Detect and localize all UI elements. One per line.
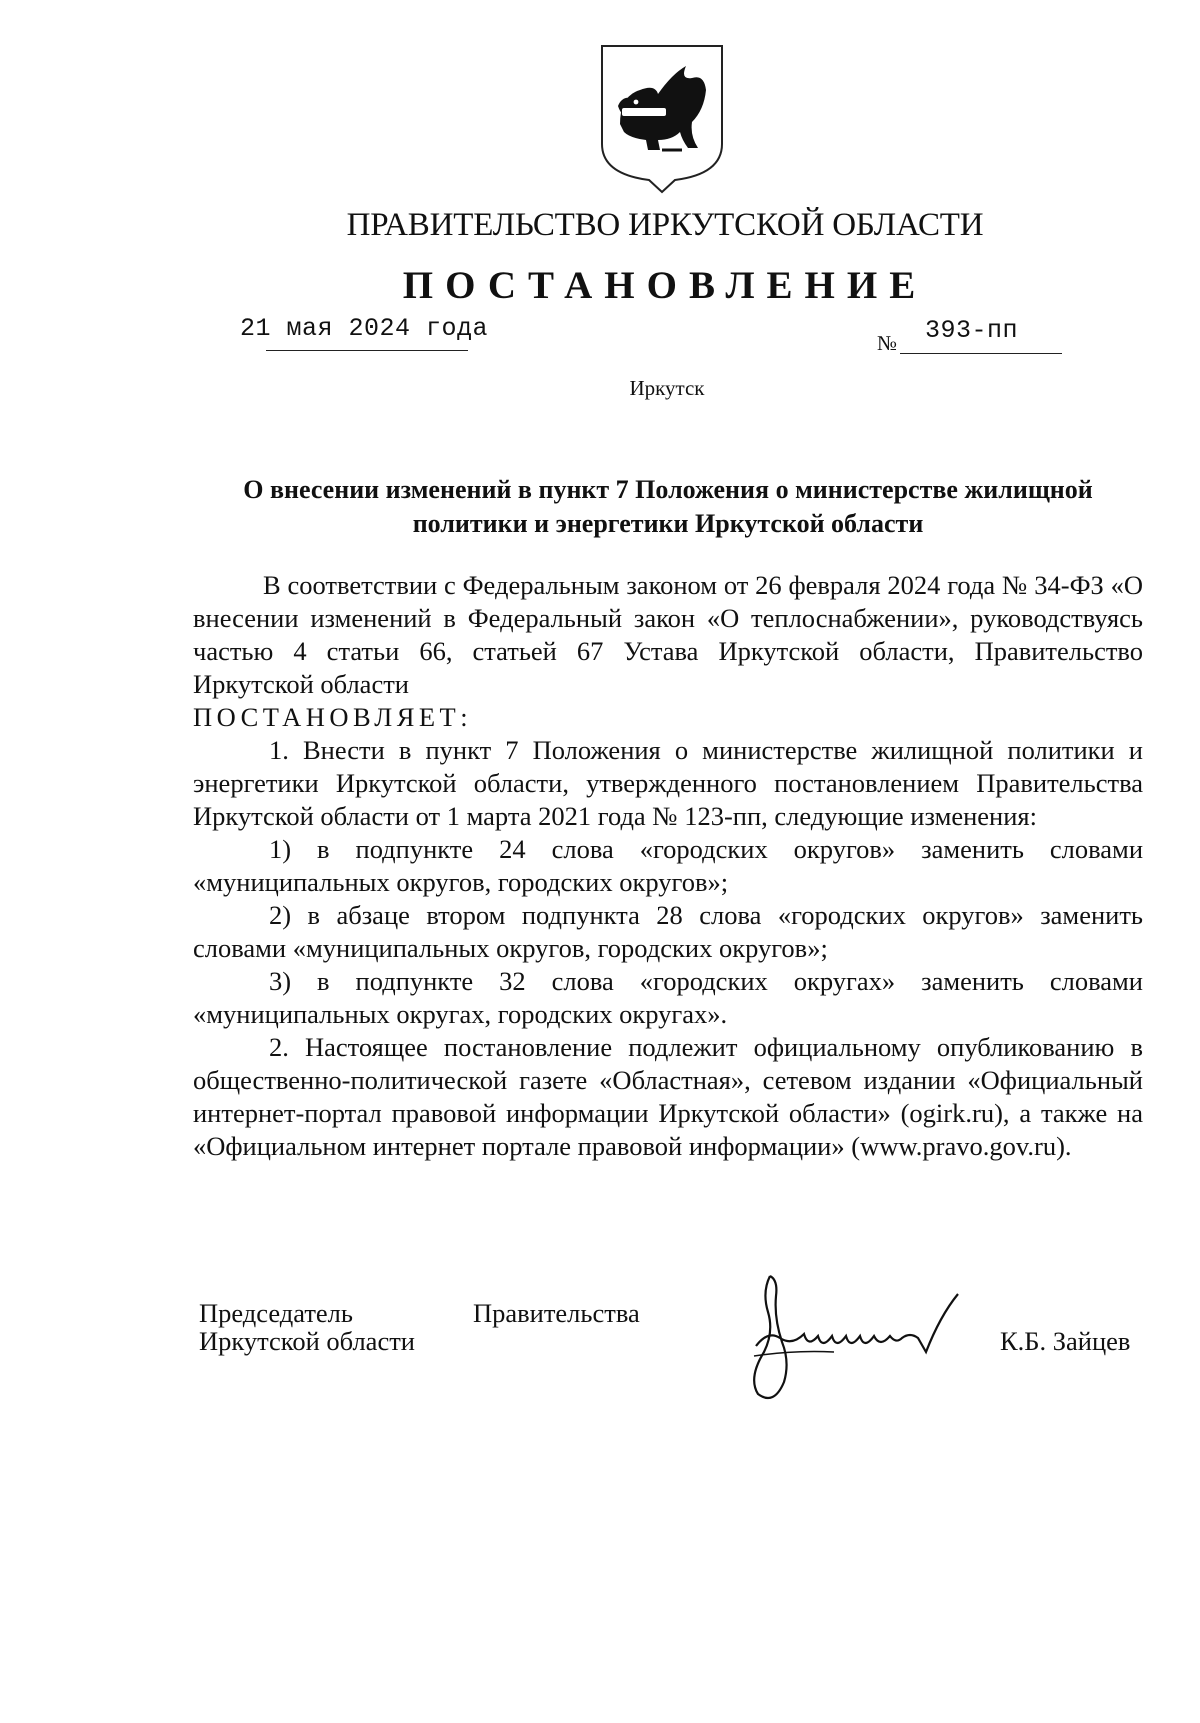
document-date: 21 мая 2024 года: [240, 314, 489, 343]
coat-of-arms-emblem: [600, 44, 724, 194]
title-line-2: политики и энергетики Иркутской области: [412, 509, 924, 538]
signatory-position-word-2: Правительства: [473, 1298, 640, 1328]
document-number: 393-пп: [925, 316, 1019, 345]
document-body: [193, 569, 1143, 1163]
item-2-paragraph: 2. Настоящее постановление подлежит официальному опубликованию в общественно-политической газете «Областная», сетевом издании «Официальный интернет-портал правовой информации Иркутской области» (ogirk.ru), а также на «Официальном интернет портале правовой информации» (www.pravo.gov.ru).: [193, 1032, 1143, 1161]
subitem-3-paragraph: 3) в подпункте 32 слова «городских округах» заменить словами «муниципальных округах, городских округах».: [193, 966, 1143, 1029]
number-underline: [900, 353, 1062, 354]
date-underline: [266, 350, 468, 351]
subitem-2-paragraph: 2) в абзаце втором подпункта 28 слова «городских округов» заменить словами «муниципальных округов, городских округов»;: [193, 900, 1143, 963]
preamble-paragraph: В соответствии с Федеральным законом от 26 февраля 2024 года № 34-ФЗ «О внесении изменений в Федеральный закон «О теплоснабжении», руководствуясь частью 4 статьи 66, статьей 67 Устава Иркутской области, Правительство Иркутской области: [193, 570, 1143, 699]
handwritten-signature: [734, 1272, 974, 1404]
organization-name: ПРАВИТЕЛЬСТВО ИРКУТСКОЙ ОБЛАСТИ: [346, 207, 984, 243]
signatory-position-word-1: Председатель: [199, 1298, 353, 1328]
number-sign: №: [877, 331, 898, 355]
signatory-name: К.Б. Зайцев: [1000, 1326, 1131, 1356]
signatory-position-line-2: Иркутской области: [199, 1326, 415, 1356]
document-type: ПОСТАНОВЛЕНИЕ: [402, 264, 928, 307]
city-name: Иркутск: [629, 376, 705, 400]
item-1-paragraph: 1. Внести в пункт 7 Положения о министерстве жилищной политики и энергетики Иркутской области, утвержденного постановлением Правительства Иркутской области от 1 марта 2021 года № 123-пп, следующие изменения:: [193, 735, 1143, 831]
document-title: [193, 473, 1143, 541]
title-line-1: О внесении изменений в пункт 7 Положения о министерстве жилищной: [243, 475, 1093, 504]
subitem-1-paragraph: 1) в подпункте 24 слова «городских округов» заменить словами «муниципальных округов, городских округов»;: [193, 834, 1143, 897]
decree-word: ПОСТАНОВЛЯЕТ:: [193, 702, 473, 732]
